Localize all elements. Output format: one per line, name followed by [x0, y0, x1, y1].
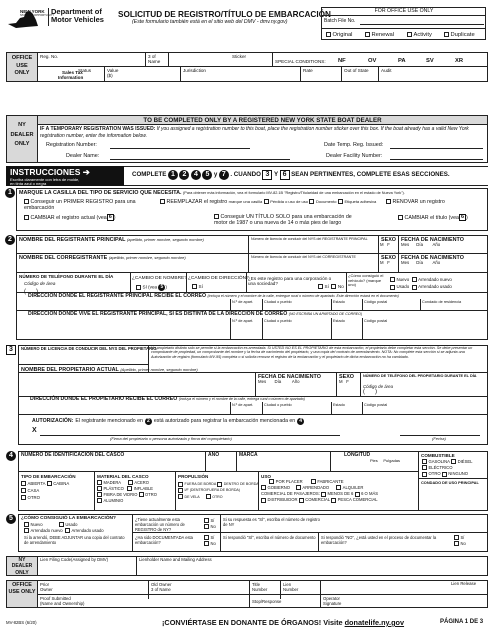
section-1-marker: 1 — [5, 188, 15, 198]
type-activity[interactable]: Activity — [407, 32, 432, 39]
s2-co-birth-label: FECHA DE NACIMIENTO — [401, 255, 464, 261]
s4-county: CONDADO DE USO PRINCIPAL — [421, 480, 479, 485]
step-1-icon: 1 — [168, 170, 178, 180]
page-subtitle: (Este formulario también está en el sitio web del DMV - dmv.ny.gov) — [132, 19, 288, 25]
s5-q1-options[interactable]: Sí No — [204, 518, 216, 529]
audit-label: Audit — [381, 68, 392, 73]
s2-co-name: NOMBRE DEL CORREGISTRANTE (apellido, primer nombre, segundo nombre) — [19, 255, 186, 261]
s2-name-change-yes[interactable]: Sí (vea 5 ) — [136, 284, 167, 291]
instructions-text: COMPLETE 1 2 4 5 y 7 . CUANDO 3 Y 6 SEAN PERTINENTES, COMPLETE ESAS SECCIONES. — [132, 170, 450, 179]
arrow-right-icon: ➔ — [82, 167, 90, 177]
s2-sex-options[interactable]: M F — [380, 242, 390, 247]
s4-type-options[interactable]: ABIERTA CABINA CASA OTRO — [21, 481, 69, 502]
instructions-sub1: Escriba claramente con letra de molde, — [10, 176, 80, 182]
special-conditions-label: SPECIAL CONDITIONS: — [275, 59, 326, 64]
step-4-icon: 4 — [191, 170, 201, 180]
s3-state: Estado — [333, 403, 345, 407]
s3-sexo: SEXO — [339, 374, 354, 380]
form-id: MV-82BS (6/20) — [6, 620, 37, 625]
s2-county: Condado de residencia — [422, 300, 462, 304]
s2-co-birth-cols: Mes Día Año — [401, 260, 441, 265]
s1-opt-change-title[interactable]: CAMBIAR el título (vea 6 ) — [398, 214, 468, 221]
s3-owner-name: NOMBRE DEL PROPIETARIO ACTUAL (Apellido, primer nombre, segundo nombre) — [21, 367, 198, 373]
s3-city: Ciudad o pueblo — [264, 403, 292, 407]
office-side-label: OFFICE USE ONLY — [11, 55, 33, 77]
s5-q2: Si su respuesta es "SÍ", escriba el número de registro de NY — [223, 517, 320, 527]
s2-sexo: SEXO — [381, 237, 396, 243]
s3-addr: DIRECCIÓN DONDE EL PROPIETARIO RECIBE EL CORREO (incluya el número y el nombre de la calle, entrega rural o número de apartado) — [30, 396, 305, 402]
s4-fuel: COMBUSTIBLE — [421, 453, 455, 458]
s3-zip: Código postal — [364, 403, 388, 407]
s3-sex-options[interactable]: M F — [339, 379, 349, 384]
s3-sig-note: (Firma del propietario o persona autorizada y firma del copropietario) — [110, 436, 232, 441]
office2-lien-release: Lien Release — [451, 581, 477, 586]
s1-opt-first-registration[interactable]: Conseguir un PRIMER REGISTRO para una embarcación — [24, 199, 136, 212]
s2-owner-name: NOMBRE DEL REGISTRANTE PRINCIPAL (apellido, primer nombre, segundo nombre) — [19, 237, 204, 243]
office-use-box — [321, 7, 486, 40]
date-temp-reg-label: Date Temp. Reg. Issued: — [324, 142, 384, 148]
s4-length: LONGITUD — [344, 452, 371, 458]
date-temp-reg-field[interactable] — [390, 148, 483, 149]
s1-opt-replace[interactable]: REEMPLAZAR el registro marque una casilla Pérdida o uso de uso Documento Etiqueta adhesiva — [160, 199, 376, 205]
s3-phone-field[interactable]: ( ) — [363, 389, 377, 395]
s2-name-change: ¿CAMBIO DE NOMBRE? — [132, 276, 187, 281]
reg-no-label: Reg. No. — [40, 54, 59, 59]
instructions-box — [6, 166, 124, 186]
dept-line1: Department of — [51, 7, 102, 16]
s5-lease-note: Si la arrendó, DEBE ADJUNTAR una copia del contrato de arrendamiento — [24, 535, 125, 545]
s3-notice: Un propietario distinto solo se permite si la embarcación es arrendada. Si USTED NO ES EL PROPIETARIO de esta embarcación, el propietario debe completar esta sección. Se debe presentar un comprobante de propiedad, un comprobante del nombre y la fecha de nacimiento del propietario, y una copia del contrato de arrendamiento. NOTA: No complete esta sección si se adjunta una Autorización de registro (formulario MV-95) completa o si solicita renovar el registro de la embarcación y el propietario de dicha embarcación no ha cambiado. — [151, 346, 473, 359]
s2-phone-field[interactable]: ( ) — [24, 289, 38, 295]
name-label: Name — [148, 59, 161, 64]
section-3 — [18, 345, 488, 445]
s2-birth-label: FECHA DE NACIMIENTO — [401, 237, 464, 243]
status-label: Status — [78, 68, 92, 73]
office2-proof: Proof Submitted (Name and Ownership) — [40, 596, 85, 607]
instructions-sub2: en tinta azul o negra — [10, 181, 47, 187]
step-6-box: 6 — [280, 170, 290, 180]
office2-operator: Operator Signature — [323, 596, 342, 607]
s4-material: MATERIAL DEL CASCO — [97, 474, 149, 479]
logo-line2: STATE OF OPPORTUNITY — [20, 13, 55, 17]
s4-hull: NÚMERO DE IDENTIFICACIÓN DEL CASCO — [21, 452, 125, 458]
s3-apt: N.º de apart. — [232, 403, 254, 407]
dealer-side-label: NY DEALER ONLY — [10, 122, 34, 147]
s2-live-apt: N.º de apart. — [232, 319, 254, 323]
s4-propulsion: PROPULSIÓN — [178, 474, 209, 479]
s2-corp-options[interactable]: Sí No — [318, 284, 344, 289]
s2-live-address: DIRECCIÓN DONDE VIVE EL REGISTRANTE PRINCIPAL, SI ES DISTINTA DE LA DIRECCIÓN DE CORREO (NO ESCRIBA UN APARTADO DE CORREO) — [28, 311, 363, 317]
section-5-marker: 5 — [6, 514, 16, 524]
s3-auth: AUTORIZACIÓN: El registrante mencionado en 2 está autorizado para registrar la embarcación mencionada en 4 — [32, 418, 304, 425]
step-2-icon: 2 — [179, 170, 189, 180]
s1-opt-change-registration[interactable]: CAMBIAR el registro actual (vea 6 ) — [24, 214, 116, 221]
s5-q3-options[interactable]: Sí No — [204, 535, 216, 546]
s2-apt: N.º de apart. — [232, 300, 254, 304]
cond-pa[interactable]: PA — [398, 58, 406, 64]
s2-birth-cols: Mes Día Año — [401, 242, 441, 247]
s4-type: TIPO DE EMBARCACIÓN — [21, 474, 76, 479]
office2-title: Title Number — [252, 582, 268, 593]
rate-label: Rate — [303, 68, 313, 73]
sticker-label: Sticker — [232, 54, 247, 59]
s2-addr-change-yes[interactable]: Sí — [192, 284, 203, 289]
s3-signature-x: X — [32, 427, 37, 434]
s2-zip: Código postal — [364, 300, 388, 304]
cond-ov[interactable]: OV — [368, 58, 377, 64]
lienholder-name: Lienholder Name and Mailing Address — [139, 557, 212, 562]
s3-birth-cols: Mes Día Año — [258, 379, 300, 384]
dept-line2: Motor Vehicles — [51, 15, 104, 24]
type-original[interactable]: Original — [326, 32, 352, 39]
cond-sv[interactable]: SV — [426, 58, 434, 64]
page-number: PÁGINA 1 DE 3 — [440, 619, 484, 625]
s5-q5: Si respondió "NO", ¿está usted en el proceso de documentar la embarcación? — [321, 535, 437, 545]
dealer-bar-title: TO BE COMPLETED ONLY BY A REGISTERED NEW YORK STATE BOAT DEALER — [38, 116, 488, 124]
s5-q4: Si respondió "SÍ", escriba el número de documento — [223, 535, 316, 540]
donor-text: ¡CONVIÉRTASE EN DONANTE DE ÓRGANOS! Visite donatelife.ny.gov — [162, 618, 405, 627]
cond-nf[interactable]: NF — [338, 58, 346, 64]
section-4-marker: 4 — [6, 451, 16, 461]
section-3-marker: 3 — [6, 345, 16, 355]
s3-phone: NÚMERO DE TELÉFONO DEL PROPIETARIO DURANTE EL DÍA — [363, 374, 477, 378]
office2-side-label: OFFICE USE ONLY — [8, 582, 36, 596]
s1-opt-title-only[interactable]: Conseguir UN TÍTULO SOLO para una embarcación de motor de 1987 o una nueva de 14 o más pies de largo — [214, 214, 352, 227]
temp-reg-note: IF A TEMPORARY REGISTRATION WAS ISSUED: If you assigned a registration number to this boat, place the registration number sticker over this box. If the boat already has a valid New York registration number, enter the information below. — [40, 126, 469, 139]
jurisdiction-label: Jurisdiction — [183, 68, 206, 73]
dealer-name-label: Dealer Name: — [66, 153, 100, 159]
s4-length-units: Pies Pulgadas — [370, 458, 401, 463]
s2-live-zip: Código postal — [364, 319, 388, 323]
s2-mail-address: DIRECCIÓN DONDE EL REGISTRANTE PRINCIPAL RECIBE EL CORREO (incluya el número y el nombre de la calle, entregue rural o número de apartado. Este dirección estará en el documento) — [28, 293, 399, 299]
s3-area: Código de área — [363, 384, 394, 389]
sales-tax-label: Sales Tax — [62, 70, 83, 75]
office2-prior: Prior Owner — [40, 582, 53, 593]
logo-line1: NEW YORK — [20, 9, 45, 14]
office-use-title: FOR OFFICE USE ONLY — [322, 8, 486, 16]
s2-area-label: Código de área — [24, 281, 56, 286]
s5-q1: ¿Tiene actualmente esta embarcación un número de REGISTRO de NY? — [135, 517, 185, 532]
registration-number-label: Registration Number: — [46, 142, 97, 148]
s2-co-license-label: Número de licencia de conducir del NYS del CORREGISTRANTE — [251, 255, 356, 259]
s2-addr-change: ¿CAMBIO DE DIRECCIÓN? — [188, 276, 249, 281]
instructions-title: INSTRUCCIONES — [10, 167, 81, 177]
s2-city: Ciudad o pueblo — [264, 300, 292, 304]
out-of-state-label: Out of State — [344, 68, 369, 73]
s5-how-options[interactable]: Nuevo Usado Arrendado nuevo Arrendado usado — [24, 522, 104, 533]
dealer-name-field[interactable] — [110, 159, 290, 160]
s4-make: MARCA — [239, 452, 258, 458]
of-label: 3 of — [148, 54, 156, 59]
batch-file-label: Batch File No. — [324, 18, 356, 24]
step-3-box: 3 — [262, 170, 272, 180]
type-renewal[interactable]: Renewal — [365, 32, 394, 39]
s2-corp-question: ¿Es este registro para una corporación o una sociedad? — [248, 276, 332, 287]
cond-xr[interactable]: XR — [455, 58, 464, 64]
s2-co-sexo: SEXO — [381, 255, 396, 261]
s3-date-note: (Fecha) — [432, 436, 446, 441]
s4-material-options[interactable]: MADERA ACERO PLÁSTICO INFLABLE FIBRA DE VIDRIO OTRO ALUMINIO — [97, 480, 157, 504]
s5-how: ¿CÓMO CONSIGUIÓ LA EMBARCACIÓN? — [21, 516, 116, 521]
s3-birth: FECHA DE NACIMIENTO — [258, 374, 321, 380]
registration-number-field[interactable] — [110, 148, 250, 149]
information-label: Information — [58, 75, 84, 80]
dealer-facility-label: Dealer Facility Number: — [326, 153, 383, 159]
s2-live-state: Estado — [333, 319, 345, 323]
section-2-marker: 2 — [5, 235, 15, 245]
s2-how-options[interactable]: Nuevo Arrendado nuevo Usado Arrendado usado — [390, 276, 452, 291]
s4-use: USO — [261, 474, 271, 479]
page-title: SOLICITUD DE REGISTRO/TÍTULO DE EMBARCACIÓN — [118, 10, 331, 19]
office2-old-owner: Old Owner 3 of Name — [151, 582, 172, 593]
s2-live-city: Ciudad o pueblo — [264, 319, 292, 323]
s2-co-sex-options[interactable]: M F — [380, 260, 390, 265]
office2-stop: Stop/Response — [252, 599, 282, 604]
s2-license-label: Número de licencia de conducir del NYS del REGISTRANTE PRINCIPAL — [251, 237, 368, 241]
s4-fuel-options[interactable]: GASOLINA DIÉSEL ELÉCTRICO OTRO NINGUNO — [422, 459, 473, 477]
donor-link[interactable]: donatelife.ny.gov — [344, 618, 405, 627]
s2-state: Estado — [333, 300, 345, 304]
value-label: Value ($) — [107, 68, 119, 79]
s3-license-owner: NÚMERO DE LICENCIA DE CONDUCIR DEL NYS DEL PROPIETARIO — [21, 346, 157, 351]
office2-lien: Lien Number — [283, 582, 299, 593]
step-5-icon: 5 — [202, 170, 212, 180]
s1-title: MARQUE LA CASILLA DEL TIPO DE SERVICIO QUE NECESITA. (Para obtener más información, vea el formulario MV-82.1B "Registro/Titularidad de una embarcación en el estado de Nueva York"). — [19, 190, 405, 196]
s4-use-options[interactable]: POR PLACER FABRICANTE GOBIERNO ARRENDADO ALQUILER COMERCIAL DE PASAJEROS: MENOS DE 6 6 O MÁS DISTRIBUIDOR COMERCIAL PESCA COMERCIAL — [261, 479, 379, 503]
dealer2-side-label: NY DEALER ONLY — [11, 557, 33, 576]
s4-propulsion-options[interactable]: FUERA DE BORDA DENTRO DE BORDA I/F (DENTRO/FUERA DE BORDA) DE VELA OTRO — [178, 481, 259, 500]
s5-q5-options[interactable]: Sí No — [454, 535, 466, 546]
dealer-facility-field[interactable] — [390, 159, 483, 160]
type-duplicate[interactable]: Duplicate — [444, 32, 475, 39]
s2-phone-label: NÚMERO DE TELÉFONO DURANTE EL DÍA — [19, 274, 114, 279]
s5-q3: ¿Ha sido DOCUMENTADA esta embarcación? — [135, 535, 193, 545]
s2-how-question: ¿Cómo consiguió el vehículo? (marque uno) — [348, 273, 384, 288]
s1-opt-renew[interactable]: RENOVAR un registro — [386, 199, 445, 205]
lien-filing-code: Lien Filing Code(Assigned by DMV) — [40, 557, 109, 562]
step-7-icon: 7 — [219, 170, 229, 180]
s4-year: AÑO — [208, 452, 220, 458]
